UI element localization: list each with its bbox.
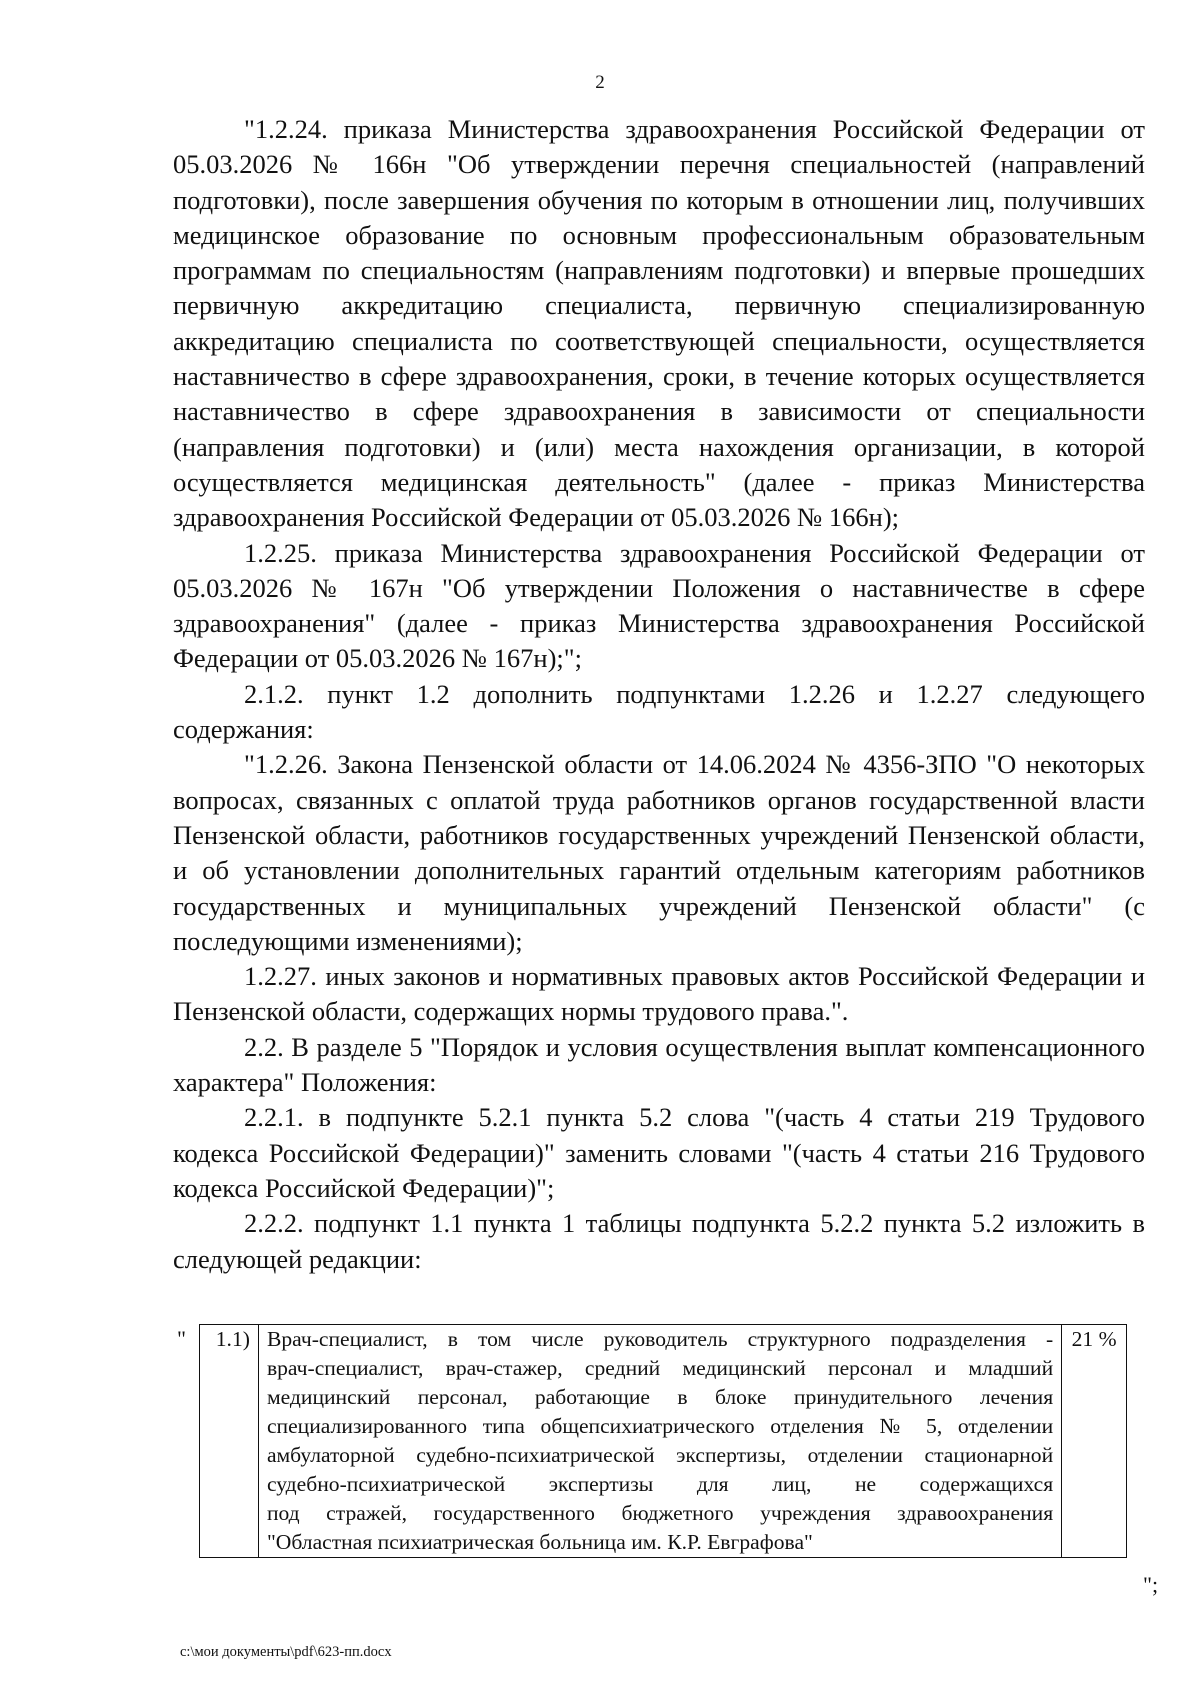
footer-file-path: с:\мои документы\pdf\623-пп.docx [180,1644,392,1660]
compensation-table [199,1324,1127,1558]
description-line: судебно-психиатрической экспертизы для лиц, не содержащихся [266,1472,1054,1496]
paragraph-2-2-2: 2.2.2. подпункт 1.1 пункта 1 таблицы подпункта 5.2.2 пункта 5.2 изложить в следующей редакции: [173,1208,1145,1274]
paragraph-2-2-1: 2.2.1. в подпункте 5.2.1 пункта 5.2 слова "(часть 4 статьи 219 Трудового кодекса Российской Федерации)" заменить словами "(часть 4 статьи 216 Трудового кодекса Российской Федерации)"; [173,1102,1145,1203]
description-line: медицинский персонал, работающие в блоке принудительного лечения [266,1385,1054,1409]
table-row [200,1325,1127,1558]
description-line: Врач-специалист, в том числе руководитель структурного подразделения - [266,1327,1054,1351]
table-open-quote: " [177,1326,186,1351]
table-close-quote: "; [1143,1572,1159,1597]
paragraph-2-2: 2.2. В разделе 5 "Порядок и условия осуществления выплат компенсационного характера" Положения: [173,1031,1145,1098]
description-line: врач-специалист, врач-стажер, средний медицинский персонал и младший [266,1356,1054,1380]
description-line: под стражей, государственного бюджетного учреждения здравоохранения [266,1501,1054,1525]
document-body [173,112,1145,1277]
row-percent-cell: 21 % [1062,1325,1127,1558]
page-number: 2 [595,72,605,93]
paragraph-1-2-25: 1.2.25. приказа Министерства здравоохранения Российской Федерации от 05.03.2026 № 167н "Об утверждении Положения о наставничестве в сфере здравоохранения" (далее - приказ Министерства здравоохранения Российской Федерации от 05.03.2026 № 167н);"; [173,537,1145,674]
row-description-cell [258,1325,1061,1558]
description-line: специализированного типа общепсихиатрического отделения № 5, отделении [266,1414,1054,1438]
paragraph-1-2-24: "1.2.24. приказа Министерства здравоохранения Российской Федерации от 05.03.2026 № 166н "Об утверждении перечня специальностей (направлений подготовки), после завершения обучения по которым в отношении лиц, получивших медицинское образование по основным профессиональным образовательным программам по специальностям (направлениям подготовки) и впервые прошедших первичную аккредитацию специалиста, первичную специализированную аккредитацию специалиста по соответствующей специальности, осуществляется наставничество в сфере здравоохранения, сроки, в течение которых осуществляется наставничество в сфере здравоохранения в зависимости от специальности (направления подготовки) и (или) места нахождения организации, в которой осуществляется медицинская деятельность" (далее - приказ Министерства здравоохранения Российской Федерации от 05.03.2026 № 166н); [173,114,1145,533]
row-number-cell: 1.1) [200,1325,259,1558]
paragraph-1-2-27: 1.2.27. иных законов и нормативных правовых актов Российской Федерации и Пензенской области, содержащих нормы трудового права.". [173,961,1145,1027]
paragraph-1-2-26: "1.2.26. Закона Пензенской области от 14.06.2024 № 4356-ЗПО "О некоторых вопросах, связанных с оплатой труда работников органов государственной власти Пензенской области, работников государственных учреждений Пензенской области, и об установлении дополнительных гарантий отдельным категориям работников государственных и муниципальных учреждений Пензенской области" (с последующими изменениями); [173,749,1145,956]
description-line: "Областная психиатрическая больница им. К.Р. Евграфова" [266,1530,813,1554]
description-line: амбулаторной судебно-психиатрической экспертизы, отделении стационарной [266,1443,1054,1467]
paragraph-2-1-2: 2.1.2. пункт 1.2 дополнить подпунктами 1.2.26 и 1.2.27 следующего содержания: [173,678,1145,745]
